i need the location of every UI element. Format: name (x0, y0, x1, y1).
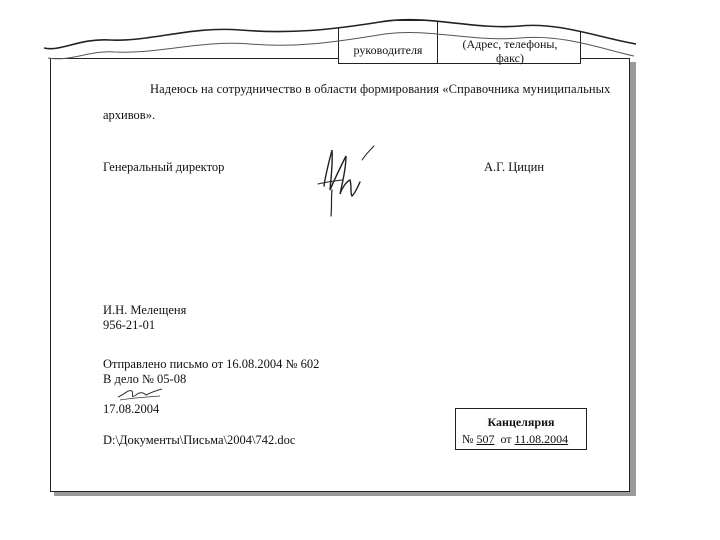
stamp-number: 507 (476, 432, 495, 446)
registry-stamp (455, 408, 587, 450)
file-path: D:\Документы\Письма\2004\742.doc (103, 433, 296, 447)
torn-edge (0, 0, 720, 80)
stamp-date-prefix: от (500, 432, 512, 446)
header-cell-contacts-text: (Адрес, телефоны, факс) (462, 37, 558, 65)
sent-note: Отправлено письмо от 16.08.2004 № 602 (103, 357, 320, 371)
stamp-number-prefix: № (462, 432, 474, 446)
stamp-title: Канцелярия (487, 415, 555, 429)
file-note: В дело № 05-08 (103, 372, 187, 386)
header-cell-head-text: руководителя (353, 43, 423, 57)
closing-line-2: архивов». (103, 108, 156, 122)
small-signature-image (116, 385, 164, 403)
signer-name: А.Г. Цицин (484, 160, 545, 174)
executor-name: И.Н. Мелещеня (103, 303, 187, 317)
stamp-date: 11.08.2004 (514, 432, 569, 446)
signer-position: Генеральный директор (103, 160, 225, 174)
stamp-number-line (462, 432, 568, 447)
executor-phone: 956-21-01 (103, 318, 156, 332)
closing-line-1: Надеюсь на сотрудничество в области формирования «Справочника муниципальных (150, 82, 611, 96)
signature-image (312, 142, 382, 220)
note-date: 17.08.2004 (103, 402, 160, 416)
